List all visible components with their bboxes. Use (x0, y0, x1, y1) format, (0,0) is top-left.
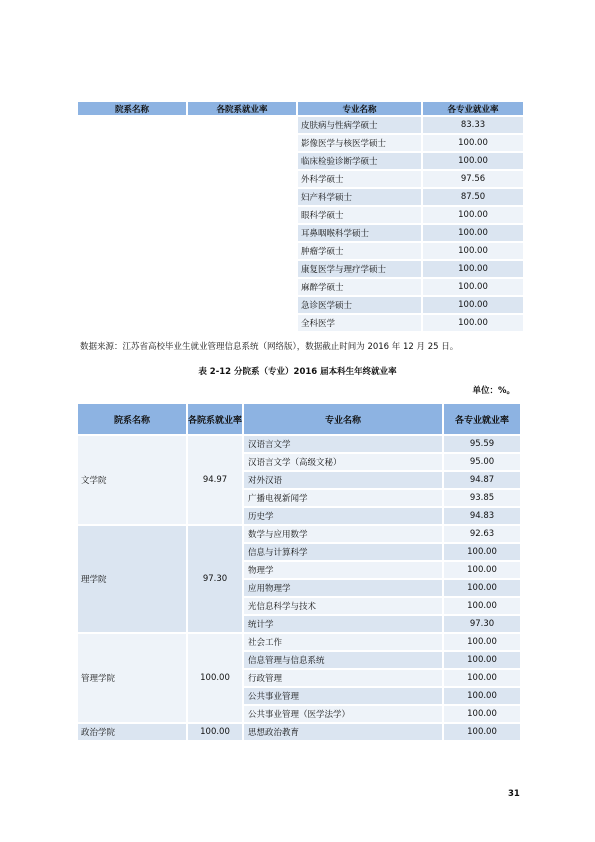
header-major: 专业名称 (298, 102, 421, 115)
employment-table (76, 402, 522, 742)
unit-note: 单位：%。 (472, 386, 515, 396)
college-name-cell: 管理学院 (78, 634, 186, 722)
major-name-cell: 影像医学与核医学硕士 (298, 135, 421, 151)
major-name-cell: 汉语言文学（高级文秘） (244, 454, 442, 470)
header-major-rate: 各专业就业率 (423, 102, 523, 115)
major-rate-cell: 100.00 (423, 243, 523, 259)
major-rate-cell: 97.56 (423, 171, 523, 187)
major-rate-cell: 100.00 (423, 135, 523, 151)
major-name-cell: 康复医学与理疗学硕士 (298, 261, 421, 277)
major-rate-cell: 100.00 (423, 261, 523, 277)
table-row (78, 436, 520, 452)
major-rate-cell: 100.00 (423, 279, 523, 295)
major-rate-cell: 95.59 (444, 436, 520, 452)
major-rate-cell: 100.00 (423, 225, 523, 241)
major-name-cell: 信息管理与信息系统 (244, 652, 442, 668)
major-name-cell: 急诊医学硕士 (298, 297, 421, 313)
major-rate-cell: 100.00 (444, 706, 520, 722)
major-rate-cell: 94.87 (444, 472, 520, 488)
major-name-cell: 汉语言文学 (244, 436, 442, 452)
major-name-cell: 思想政治教育 (244, 724, 442, 740)
major-name-cell: 皮肤病与性病学硕士 (298, 117, 421, 133)
major-rate-cell: 93.85 (444, 490, 520, 506)
major-rate-cell: 95.00 (444, 454, 520, 470)
major-rate-cell: 94.83 (444, 508, 520, 524)
table-body (78, 436, 520, 740)
major-name-cell: 统计学 (244, 616, 442, 632)
college-name-cell: 政治学院 (78, 724, 186, 740)
major-rate-cell: 97.30 (444, 616, 520, 632)
major-rate-cell: 92.63 (444, 526, 520, 542)
major-rate-cell: 100.00 (444, 652, 520, 668)
header-college-rate: 各院系就业率 (188, 404, 242, 434)
major-name-cell: 妇产科学硕士 (298, 189, 421, 205)
major-name-cell: 外科学硕士 (298, 171, 421, 187)
major-rate-cell: 100.00 (444, 562, 520, 578)
table-caption: 表 2-12 分院系（专业）2016 届本科生年终就业率 (198, 367, 397, 377)
college-name-cell: 文学院 (78, 436, 186, 524)
major-rate-cell: 100.00 (444, 670, 520, 686)
major-name-cell: 临床检验诊断学硕士 (298, 153, 421, 169)
major-name-cell: 耳鼻咽喉科学硕士 (298, 225, 421, 241)
college-cell (78, 117, 186, 331)
table-row (78, 117, 523, 133)
college-rate-cell: 97.30 (188, 526, 242, 632)
major-name-cell: 社会工作 (244, 634, 442, 650)
table-header-row (78, 102, 523, 115)
major-name-cell: 数学与应用数学 (244, 526, 442, 542)
table-body (78, 117, 523, 331)
major-name-cell: 光信息科学与技术 (244, 598, 442, 614)
major-rate-cell: 100.00 (444, 724, 520, 740)
college-rate-cell: 100.00 (188, 724, 242, 740)
college-name-cell: 理学院 (78, 526, 186, 632)
header-college-rate: 各院系就业率 (188, 102, 296, 115)
major-name-cell: 行政管理 (244, 670, 442, 686)
header-college: 院系名称 (78, 404, 186, 434)
major-name-cell: 公共事业管理 (244, 688, 442, 704)
major-name-cell: 对外汉语 (244, 472, 442, 488)
major-name-cell: 眼科学硕士 (298, 207, 421, 223)
major-rate-cell: 87.50 (423, 189, 523, 205)
college-rate-cell (188, 117, 296, 331)
major-name-cell: 应用物理学 (244, 580, 442, 596)
major-name-cell: 肿瘤学硕士 (298, 243, 421, 259)
major-rate-cell: 100.00 (444, 580, 520, 596)
header-major: 专业名称 (244, 404, 442, 434)
major-name-cell: 全科医学 (298, 315, 421, 331)
major-name-cell: 历史学 (244, 508, 442, 524)
table-header-row (78, 404, 520, 434)
major-rate-cell: 100.00 (423, 315, 523, 331)
major-name-cell: 物理学 (244, 562, 442, 578)
table-row (78, 634, 520, 650)
major-name-cell: 麻醉学硕士 (298, 279, 421, 295)
major-rate-cell: 100.00 (423, 297, 523, 313)
major-rate-cell: 100.00 (444, 598, 520, 614)
table-row (78, 526, 520, 542)
college-rate-cell: 94.97 (188, 436, 242, 524)
major-rate-cell: 100.00 (444, 634, 520, 650)
major-rate-cell: 100.00 (444, 688, 520, 704)
table-continued (76, 100, 525, 333)
major-rate-cell: 83.33 (423, 117, 523, 133)
major-rate-cell: 100.00 (423, 207, 523, 223)
college-rate-cell: 100.00 (188, 634, 242, 722)
major-name-cell: 信息与计算科学 (244, 544, 442, 560)
major-rate-cell: 100.00 (444, 544, 520, 560)
major-rate-cell: 100.00 (423, 153, 523, 169)
header-college: 院系名称 (78, 102, 186, 115)
page-number: 31 (508, 789, 520, 799)
table-row (78, 724, 520, 740)
header-major-rate: 各专业就业率 (444, 404, 520, 434)
major-name-cell: 广播电视新闻学 (244, 490, 442, 506)
major-name-cell: 公共事业管理（医学法学） (244, 706, 442, 722)
source-note: 数据来源：江苏省高校毕业生就业管理信息系统（网络版），数据截止时间为 2016 年 12 月 25 日。 (80, 342, 459, 352)
